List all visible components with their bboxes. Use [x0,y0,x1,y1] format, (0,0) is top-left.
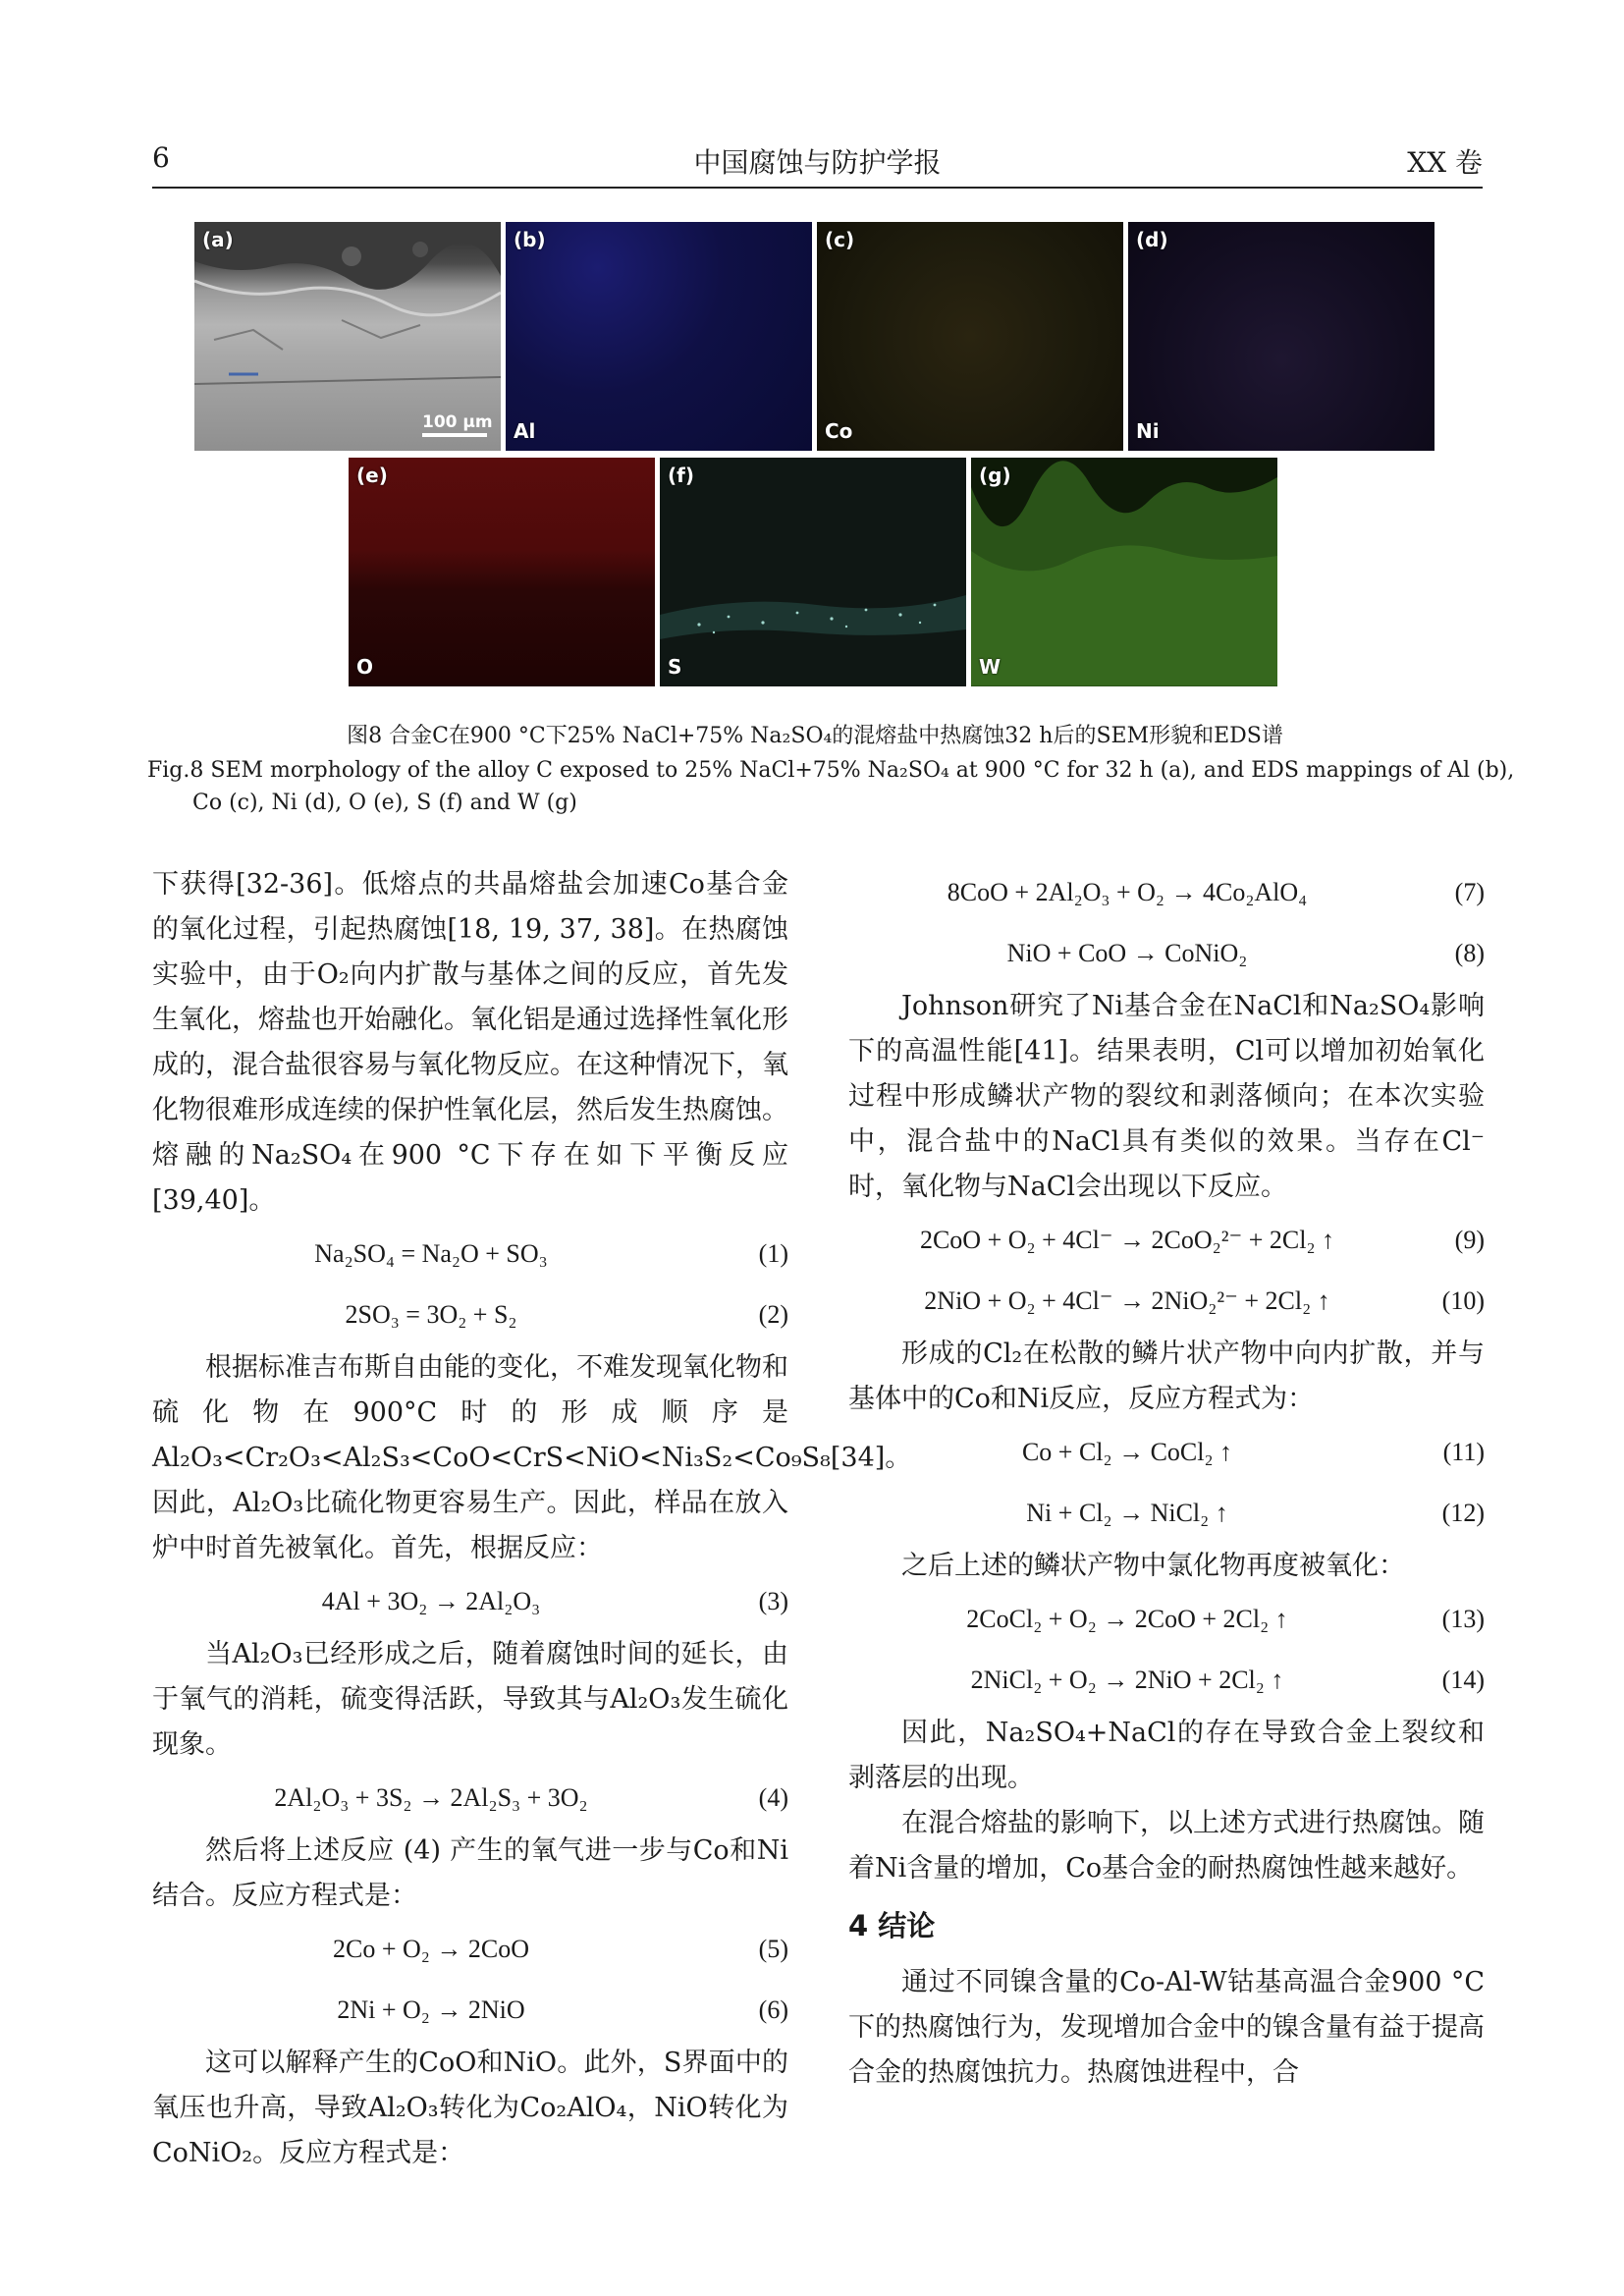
equation-12: Ni + Cl₂ → NiCl₂ ↑ (12) [1026,1499,1485,1527]
paragraph: 下获得[32-36]。低熔点的共晶熔盐会加速Co基合金的氧化过程，引起热腐蚀[18, 19, 37, 38]。在热腐蚀实验中，由于O₂向内扩散与基体之间的反应，首先发生氧化，熔盐也开始融化。氧化铝是通过选择性氧化形成的，混合盐很容易与氧化物反应。在这种情况下，氧化物很难形成连续的保护性氧化层，然后发生热腐蚀。熔融的Na₂SO₄在900 °C下存在如下平衡反应[39,40]。 [152,869,788,1216]
equation-11: Co + Cl₂ → CoCl₂ ↑ (11) [1021,1438,1485,1466]
equation-9: 2CoO + O₂ + 4Cl⁻ → 2CoO₂²⁻ + 2Cl₂ ↑ (9) [919,1226,1485,1254]
paragraph: 当Al₂O₃已经形成之后，随着腐蚀时间的延长，由于氧气的消耗，硫变得活跃，导致其与Al₂O₃发生硫化现象。 [152,1639,788,1760]
paragraph: 因此，Na₂SO₄+NaCl的存在导致合金上裂纹和剥落层的出现。 [848,1718,1485,1793]
paragraph: 这可以解释产生的CoO和NiO。此外，S界面中的氧压也升高，导致Al₂O₃转化为Co₂AlO₄，NiO转化为CoNiO₂。反应方程式是： [152,2048,788,2168]
paragraph: 根据标准吉布斯自由能的变化，不难发现氧化物和硫化物在900°C时的形成顺序是Al₂O₃<Cr₂O₃<Al₂S₃<CoO<CrS<NiO<Ni₃S₂<Co₉S₈[34]。因此，Al₂O₃比硫化物更容易生产。因此，样品在放入炉中时首先被氧化。首先，根据反应： [152,1352,912,1563]
panel-label: (g) [979,464,1011,487]
eds-map-co [817,222,1123,451]
figure-caption-chinese: 图8 合金C在900 °C下25% NaCl+75% Na₂SO₄的混熔盐中热腐蚀32 h后的SEM形貌和EDS谱 [347,724,1283,748]
equation-7: 8CoO + 2Al₂O₃ + O₂ → 4Co₂AlO₄ (7) [947,878,1485,906]
volume-label: XX 卷 [1407,146,1483,179]
equation-6: 2Ni + O₂ → 2NiO (6) [337,1995,788,2024]
running-header [152,136,1483,189]
paragraph: 然后将上述反应 (4) 产生的氧气进一步与Co和Ni结合。反应方程式是： [152,1835,788,1911]
sem-image-panel [194,222,501,451]
panel-label: (b) [514,228,546,251]
element-label: Ni [1136,419,1160,443]
eds-map-w [971,458,1277,686]
equation-8: NiO + CoO → CoNiO₂ (8) [1006,939,1485,967]
panel-label: (a) [202,228,234,251]
scale-bar [422,412,493,437]
element-label: O [356,655,374,679]
eds-map-ni [1128,222,1435,451]
panel-label: (f) [668,464,694,487]
element-label: Al [514,419,536,443]
paragraph: 形成的Cl₂在松散的鳞片状产物中向内扩散，并与基体中的Co和Ni反应，反应方程式为： [848,1339,1485,1414]
element-label: W [979,655,1001,679]
equation-2: 2SO₃ = 3O₂ + S₂ (2) [345,1300,788,1329]
equation-13: 2CoCl₂ + O₂ → 2CoO + 2Cl₂ ↑ (13) [966,1605,1485,1633]
eds-map-o [349,458,655,686]
equation-10: 2NiO + O₂ + 4Cl⁻ → 2NiO₂²⁻ + 2Cl₂ ↑ (10) [924,1286,1485,1315]
equation-14: 2NiCl₂ + O₂ → 2NiO + 2Cl₂ ↑ (14) [970,1666,1485,1694]
paragraph: 之后上述的鳞状产物中氯化物再度被氧化： [901,1551,1405,1581]
panel-label: (d) [1136,228,1168,251]
figure-caption-english: Fig.8 SEM morphology of the alloy C exposed to 25% NaCl+75% Na₂SO₄ at 900 °C for 32 h (a), and EDS mappings of Al (b), Co (c), Ni (d), O (e), S (f) and W (g) [147,758,1515,815]
right-column [848,862,1485,2096]
paragraph: Johnson研究了Ni基合金在NaCl和Na₂SO₄影响下的高温性能[41]。结果表明，Cl可以增加初始氧化过程中形成鳞状产物的裂纹和剥落倾向；在本次实验中，混合盐中的NaCl具有类似的效果。当存在Cl⁻时，氧化物与NaCl会出现以下反应。 [848,991,1485,1202]
page-number: 6 [152,141,170,174]
scale-bar-label: 100 μm [422,412,493,432]
section-title: 4 结论 [848,1909,936,1942]
eds-map-al [506,222,812,451]
sulfur-band [660,458,966,686]
panel-label: (e) [356,464,388,487]
journal-title: 中国腐蚀与防护学报 [693,146,942,179]
paragraph: 通过不同镍含量的Co-Al-W钴基高温合金900 °C下的热腐蚀行为，发现增加合金中的镍含量有益于提高合金的热腐蚀抗力。热腐蚀进程中，合 [848,1967,1485,2088]
element-label: S [668,655,682,679]
equation-5: 2Co + O₂ → 2CoO (5) [333,1935,788,1963]
panel-label: (c) [825,228,855,251]
eds-map-s [660,458,966,686]
tungsten-surface [971,458,1277,686]
element-label: Co [825,419,853,443]
equation-3: 4Al + 3O₂ → 2Al₂O₃ (3) [321,1587,788,1615]
equation-4: 2Al₂O₃ + 3S₂ → 2Al₂S₃ + 3O₂ (4) [274,1783,788,1812]
paragraph: 在混合熔盐的影响下，以上述方式进行热腐蚀。随着Ni含量的增加，Co基合金的耐热腐蚀性越来越好。 [848,1808,1485,1884]
equation-1: Na₂SO₄ = Na₂O + SO₃ (1) [314,1239,788,1268]
